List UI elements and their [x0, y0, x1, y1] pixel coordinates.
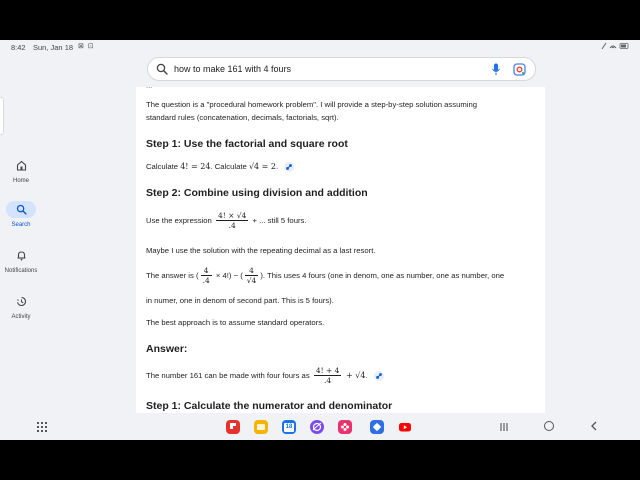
bell-icon: [6, 247, 36, 264]
fraction: $\frac{4}{√4}$: [246, 266, 257, 286]
status-icons: [600, 42, 630, 52]
text: ). This uses 4 fours (one in denom, one as number, one as number, one: [260, 271, 505, 280]
text: The answer is (: [146, 271, 199, 280]
sidebar-item-label: Activity: [11, 314, 31, 320]
mic-icon[interactable]: [491, 63, 501, 76]
text: Use the expression: [146, 216, 214, 225]
back-button[interactable]: [590, 421, 598, 431]
files-app-icon[interactable]: [254, 420, 268, 434]
text: Calculate: [146, 162, 181, 171]
step1-heading: Step 1: Use the factorial and square root: [146, 138, 348, 150]
best-approach-text: The best approach is to assume standard operators.: [146, 318, 325, 327]
sidebar-item-notifications[interactable]: [0, 247, 42, 274]
text: .: [365, 371, 368, 380]
text: × 4!) − (: [213, 271, 243, 280]
flower-app-icon[interactable]: [338, 420, 352, 434]
calendar-app-icon[interactable]: [282, 420, 296, 434]
apps-grid-icon[interactable]: [37, 422, 47, 432]
next-step-heading: Step 1: Calculate the numerator and denominator: [146, 400, 393, 412]
sidebar-item-home[interactable]: [0, 157, 42, 184]
search-bar[interactable]: [147, 57, 536, 81]
sidebar: [0, 87, 42, 410]
step1-text: [146, 161, 294, 174]
search-icon: [156, 63, 168, 75]
link-icon[interactable]: [284, 162, 294, 172]
math: 4! = 24: [180, 162, 211, 171]
answer-expression: [146, 263, 504, 289]
flipboard-app-icon[interactable]: [226, 420, 240, 434]
internet-app-icon[interactable]: [310, 420, 324, 434]
navigation-bar: [0, 414, 640, 440]
fraction: $\frac{4! + 4}{.4}$: [315, 366, 340, 386]
text: .: [276, 162, 279, 171]
sidebar-item-search[interactable]: [0, 201, 42, 228]
status-bar: [0, 40, 640, 54]
search-input[interactable]: how to make 161 with 4 fours: [174, 64, 292, 74]
math: + √4: [343, 371, 366, 380]
home-icon: [6, 157, 36, 174]
home-button[interactable]: [544, 421, 554, 431]
status-time: 8:42: [11, 43, 26, 52]
final-answer: [146, 363, 384, 389]
fraction: $\frac{4}{.4}$: [202, 266, 210, 286]
answer-text: in numer, one in denom of second part. This is 5 fours).: [146, 296, 334, 305]
sidebar-item-label: Search: [11, 222, 31, 228]
recent-apps-button[interactable]: [499, 422, 509, 432]
step2-text: Maybe I use the solution with the repeating decimal as a last resort.: [146, 246, 376, 255]
intro-text: The question is a "procedural homework problem". I will provide a step-by-step solution assuming: [146, 100, 478, 109]
text: + ... still 5 fours.: [250, 216, 307, 225]
sidebar-item-label: Home: [12, 178, 29, 184]
calendar-date: 18: [285, 424, 293, 430]
text: . Calculate: [210, 162, 249, 171]
sidebar-item-label: Notifications: [4, 268, 38, 274]
math: √4 = 2: [248, 162, 277, 171]
wifi-battery-icon: [600, 42, 630, 50]
lens-icon[interactable]: [513, 63, 526, 76]
activity-icon: [6, 293, 36, 310]
sidebar-handle[interactable]: [0, 97, 4, 135]
intro-text: standard rules (concatenation, decimals, factorials, sqrt).: [146, 113, 339, 122]
link-icon[interactable]: [374, 371, 384, 381]
ai-answer-panel: [136, 81, 545, 413]
step2-expression: [146, 208, 307, 234]
sidebar-item-activity[interactable]: [0, 293, 42, 320]
search-icon: [6, 201, 36, 218]
fraction: $\frac{4! \times √4}{.4}$: [217, 211, 247, 231]
text: The number 161 can be made with four fours as: [146, 371, 312, 380]
screen: [0, 40, 640, 440]
status-date: Sun, Jan 18: [33, 43, 74, 52]
notification-icons: ⊠ ⊡: [78, 43, 95, 50]
youtube-app-icon[interactable]: [398, 420, 412, 434]
clipped-text: ...: [146, 81, 153, 90]
step2-heading: Step 2: Combine using division and addition: [146, 187, 368, 199]
blue-app-icon[interactable]: [370, 420, 384, 434]
answer-heading: Answer:: [146, 343, 188, 355]
